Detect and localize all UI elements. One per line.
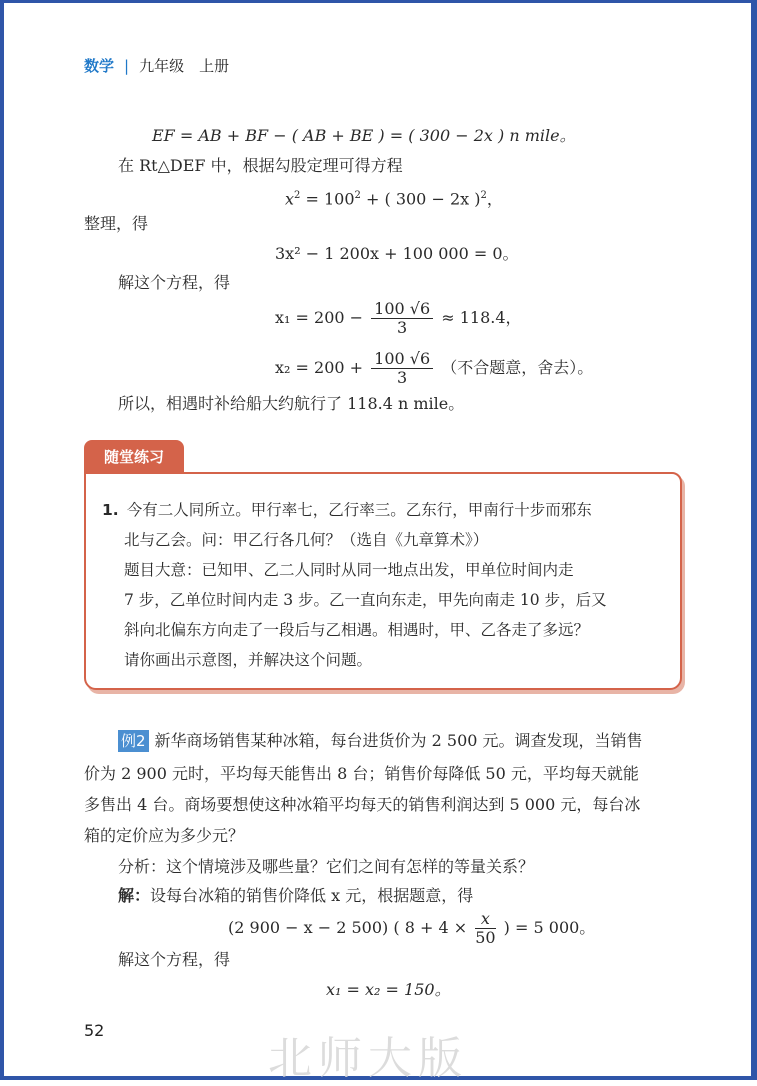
exercise-tag: 随堂练习 (84, 440, 184, 474)
equation-pythagoras: $x^2 = 100^2$ + ( 300 − 2x )$^2$， (285, 189, 503, 209)
solution-x1: x₁ = 200 − $\frac{100 √6}{3}$ ≈ 118.4， (275, 299, 522, 337)
example2-line-3: 多售出 4 台。商场要想使这种冰箱平均每天的销售利润达到 5 000 元，每台冰 (84, 795, 641, 814)
exercise-line-2: 北与乙会。问：甲乙行各几何？（选自《九章算术》） (124, 531, 489, 549)
running-header (84, 55, 229, 76)
equation-quadratic: 3x² − 1 200x + 100 000 = 0。 (275, 244, 519, 263)
exercise-line-4: 7 步，乙单位时间内走 3 步。乙一直向东走，甲先向南走 10 步，后又 (124, 591, 607, 609)
example2-line-1: 例2 新华商场销售某种冰箱，每台进货价为 2 500 元。调查发现，当销售 (118, 730, 643, 752)
example2-equation: (2 900 − x − 2 500) ( 8 + 4 × $\frac{x}{50}$ ) = 5 000。 (228, 909, 596, 947)
example2-line-2: 价为 2 900 元时，平均每天能售出 8 台；销售价每降低 50 元，平均每天就能 (84, 764, 639, 783)
exercise-line-3: 题目大意：已知甲、乙二人同时从同一地点出发，甲单位时间内走 (124, 561, 574, 579)
example2-result: x₁ = x₂ = 150。 (326, 980, 451, 999)
header-separator: | (124, 57, 130, 75)
page-frame-top (0, 0, 757, 3)
exercise-line-1: 1. 今有二人同所立。甲行率七，乙行率三。乙东行，甲南行十步而邪东 (102, 501, 592, 519)
text-pythagoras: 在 Rt△DEF 中，根据勾股定理可得方程 (118, 156, 403, 175)
header-grade: 九年级 上册 (139, 57, 230, 75)
equation-ef: EF = AB + BF − ( AB + BE ) = ( 300 − 2x ) n mile。 (152, 126, 576, 145)
text-simplify: 整理，得 (84, 214, 149, 233)
text-conclusion: 所以，相遇时补给船大约航行了 118.4 n mile。 (118, 394, 465, 413)
example2-line-4: 箱的定价应为多少元？ (84, 826, 245, 845)
text-solve: 解这个方程，得 (118, 273, 231, 292)
publisher-watermark: 北师大版 (268, 1033, 468, 1084)
example2-tag: 例2 (118, 730, 149, 752)
exercise-line-6: 请你画出示意图，并解决这个问题。 (124, 651, 373, 669)
page-frame-left (0, 0, 4, 1080)
example2-analysis: 分析：这个情境涉及哪些量？它们之间有怎样的等量关系？ (118, 857, 535, 876)
exercise-box (84, 472, 682, 690)
example2-solve-text: 解这个方程，得 (118, 950, 231, 969)
example2-solution: 解：设每台冰箱的销售价降低 x 元，根据题意，得 (118, 886, 474, 905)
page-number: 52 (84, 1021, 105, 1040)
exercise-line-5: 斜向北偏东方向走了一段后与乙相遇。相遇时，甲、乙各走了多远？ (124, 621, 590, 639)
header-subject: 数学 (84, 57, 115, 75)
solution-x2: x₂ = 200 + $\frac{100 √6}{3}$ （不合题意，舍去）。 (275, 349, 594, 387)
page-frame-right (751, 0, 757, 1080)
